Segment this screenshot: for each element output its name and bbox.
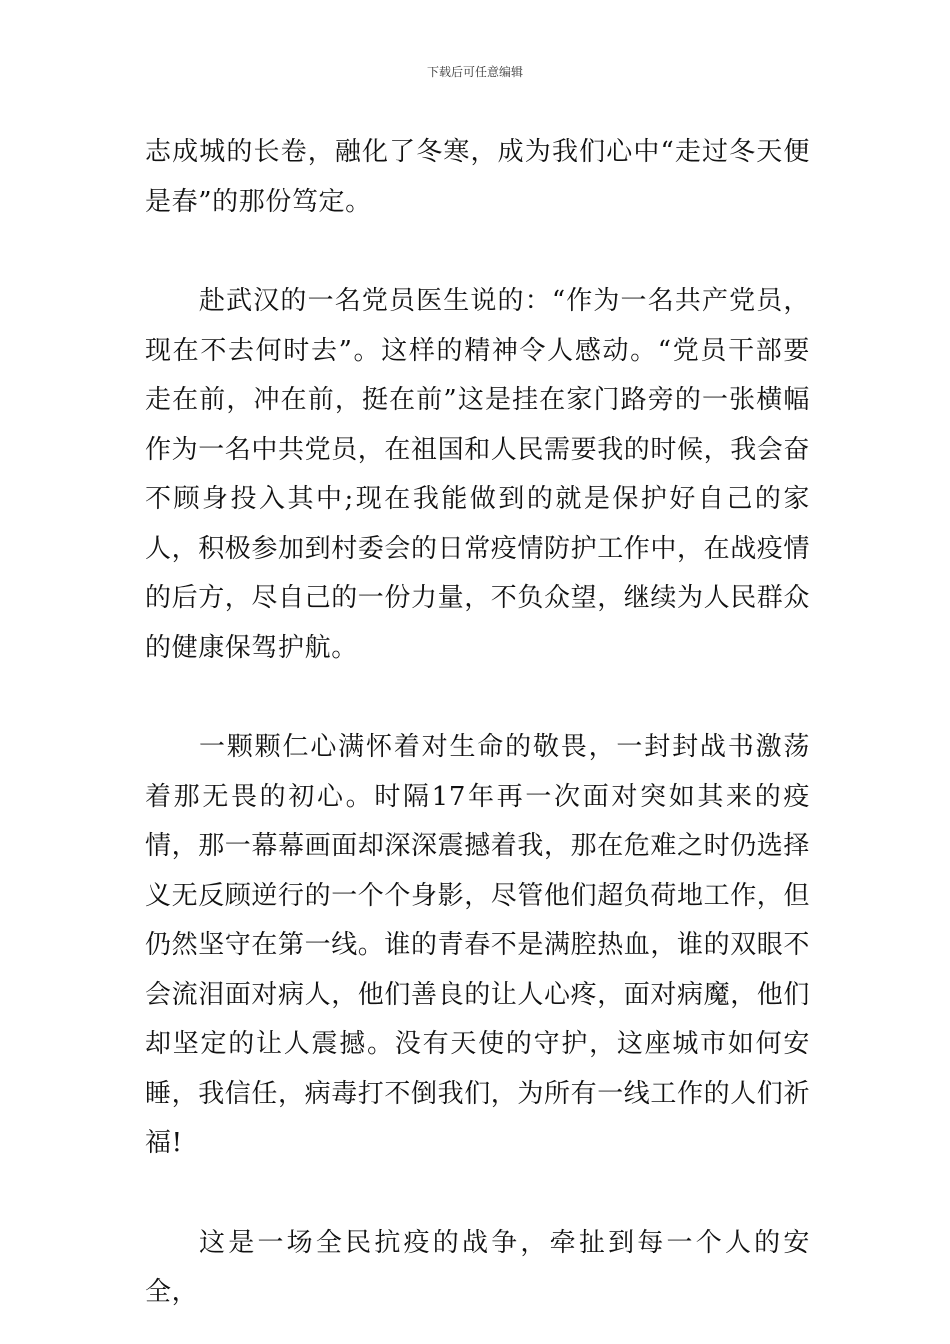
paragraph-3: 一颗颗仁心满怀着对生命的敬畏，一封封战书激荡着那无畏的初心。时隔17年再一次面对突如其来的疫情，那一幕幕画面却深深震撼着我，那在危难之时仍选择义无反顾逆行的一个个身影，尽管他们超负荷地工作，但仍然坚守在第一线。谁的青春不是满腔热血，谁的双眼不会流泪面对病人，他们善良的让人心疼，面对病魔，他们却坚定的让人震撼。没有天使的守护，这座城市如何安睡，我信任，病毒打不倒我们，为所有一线工作的人们祈福! — [145, 732, 811, 1158]
document-body — [145, 128, 810, 1318]
paragraph-4: 这是一场全民抗疫的战争，牵扯到每一个人的安全， — [145, 1227, 810, 1307]
paragraph-gap — [145, 227, 810, 277]
page-header-note: 下载后可任意编辑 — [426, 65, 523, 79]
paragraph-1: 志成城的长卷，融化了冬寒，成为我们心中“走过冬天便是春”的那份笃定。 — [145, 137, 810, 217]
paragraph-2: 赴武汉的一名党员医生说的：“作为一名共产党员，现在不去何时去”。这样的精神令人感动。“党员干部要走在前，冲在前，挺在前”这是挂在家门路旁的一张横幅作为一名中共党员，在祖国和人民需要我的时候，我会奋不顾身投入其中;现在我能做到的就是保护好自己的家人，积极参加到村委会的日常疫情防护工作中，在战疫情的后方，尽自己的一份力量，不负众望，继续为人民群众的健康保驾护航。 — [145, 286, 811, 663]
paragraph-gap — [145, 1169, 810, 1219]
paragraph-gap — [145, 673, 810, 723]
